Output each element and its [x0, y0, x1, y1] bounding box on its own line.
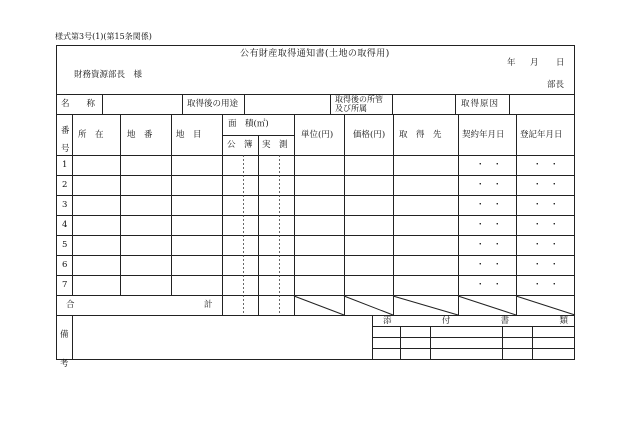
document-title: 公有財産取得通知書(土地の取得用): [240, 49, 390, 59]
date-day: 日: [556, 58, 565, 68]
header-acquirer: 取 得 先: [399, 130, 442, 140]
attachments-label: 添 付 書 類: [383, 316, 568, 326]
form-number: 様式第3号(1)(第15条関係): [55, 32, 152, 41]
header-lot-number: 地 番: [127, 130, 153, 140]
remarks-label: 備考: [60, 330, 69, 369]
row-number-6: 6: [62, 260, 68, 270]
registration-date-row-3: ・ ・: [533, 200, 559, 210]
registration-date-row-1: ・ ・: [533, 160, 559, 170]
contract-date-row-2: ・ ・: [476, 180, 502, 190]
jurisdiction-label: 取得後の所管及び所属: [335, 95, 383, 113]
date-month: 月: [530, 58, 539, 68]
header-contract-date: 契約年月日: [462, 130, 505, 140]
header-land-category: 地 目: [176, 130, 202, 140]
row-number-4: 4: [62, 220, 68, 230]
registration-date-row-2: ・ ・: [533, 180, 559, 190]
registration-date-row-7: ・ ・: [533, 280, 559, 290]
header-location: 所 在: [78, 130, 104, 140]
registration-date-row-4: ・ ・: [533, 220, 559, 230]
registration-date-row-6: ・ ・: [533, 260, 559, 270]
total-label-right: 計: [204, 300, 213, 310]
row-number-3: 3: [62, 200, 68, 210]
header-area: 面 積(㎡): [228, 119, 269, 129]
contract-date-row-5: ・ ・: [476, 240, 502, 250]
row-number-7: 7: [62, 280, 68, 290]
row-number-5: 5: [62, 240, 68, 250]
row-number-1: 1: [62, 160, 68, 170]
contract-date-row-7: ・ ・: [476, 280, 502, 290]
name-label: 名 称: [61, 99, 96, 109]
contract-date-row-6: ・ ・: [476, 260, 502, 270]
contract-date-row-1: ・ ・: [476, 160, 502, 170]
row-number-2: 2: [62, 180, 68, 190]
purpose-label: 取得後の用途: [187, 99, 239, 109]
header-number: 番号: [61, 126, 70, 154]
header-unit-price: 単位(円): [301, 130, 334, 140]
addressee: 財務資源部長 様: [74, 70, 143, 80]
date-year: 年: [507, 58, 516, 68]
reason-label: 取得原因: [461, 99, 500, 109]
header-price: 価格(円): [353, 130, 386, 140]
header-area-registry: 公 簿: [227, 140, 253, 150]
sender-title: 部長: [547, 80, 565, 90]
total-label-left: 合: [66, 300, 75, 310]
registration-date-row-5: ・ ・: [533, 240, 559, 250]
contract-date-row-4: ・ ・: [476, 220, 502, 230]
contract-date-row-3: ・ ・: [476, 200, 502, 210]
header-registration-date: 登記年月日: [520, 130, 563, 140]
header-area-actual: 実 測: [262, 140, 288, 150]
